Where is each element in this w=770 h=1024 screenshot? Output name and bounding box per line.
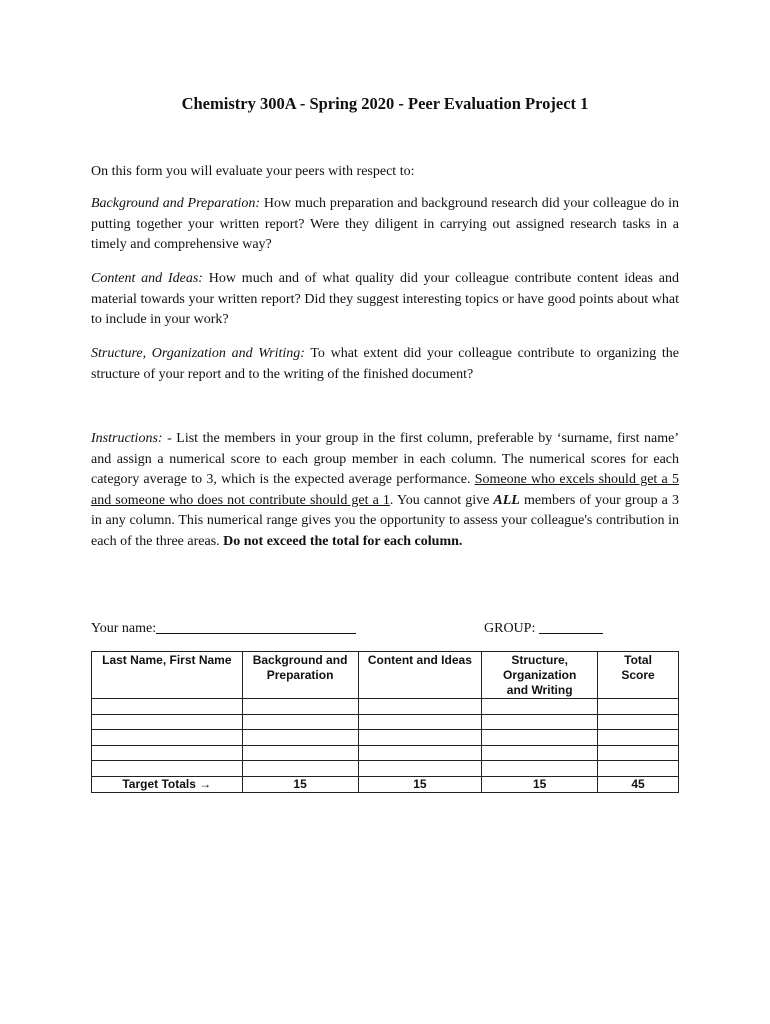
criterion-background — [91, 194, 679, 256]
header-total: Total Score — [598, 652, 679, 699]
criterion-text: To what extent did your colleague contribute to organizing the structure of your report and to the writing of the finished document? — [91, 346, 679, 382]
your-name-label: Your name: — [91, 621, 157, 636]
score-cell[interactable] — [482, 761, 598, 777]
score-cell[interactable] — [358, 714, 482, 730]
page-title: Chemistry 300A - Spring 2020 - Peer Evaluation Project 1 — [181, 94, 589, 113]
score-cell[interactable] — [358, 761, 482, 777]
instructions-text: . You cannot give — [389, 492, 494, 508]
target-total-value: 15 — [242, 776, 358, 792]
criterion-structure — [91, 344, 679, 385]
score-cell[interactable] — [242, 699, 358, 715]
criterion-content — [91, 269, 679, 331]
score-cell[interactable] — [92, 699, 243, 715]
score-cell[interactable] — [598, 761, 679, 777]
table-row — [92, 714, 679, 730]
header-name: Last Name, First Name — [92, 652, 243, 699]
table-header-row — [92, 652, 679, 699]
score-cell[interactable] — [598, 730, 679, 746]
criterion-heading: Background and Preparation: — [91, 196, 261, 211]
target-totals-row — [92, 776, 679, 792]
instructions-heading: Instructions: — [91, 431, 163, 446]
table-row — [92, 699, 679, 715]
target-total-value: 15 — [358, 776, 482, 792]
your-name-row — [91, 619, 356, 637]
score-cell[interactable] — [92, 761, 243, 777]
score-cell[interactable] — [598, 714, 679, 730]
header-structure: Structure, Organization and Writing — [482, 652, 598, 699]
group-row — [484, 619, 603, 637]
instructions-text: members of your group a 3 in any column. This numerical range gives you the opportunity to assess your colleague's contribution in each of the three areas. — [91, 492, 679, 549]
instructions-text: - List the members in your group in the first column, preferable by ‘surname, first name’ and assign a numerical score to each group member in each column. The numerical scores for each category average to 3, which is the expected average performance. — [91, 431, 679, 487]
score-cell[interactable] — [92, 730, 243, 746]
table-row — [92, 761, 679, 777]
group-label: GROUP: — [484, 621, 539, 636]
instructions-underlined: Someone who excels should get a 5 and someone who does not contribute should get a 1 — [91, 472, 679, 508]
score-cell[interactable] — [482, 745, 598, 761]
score-cell[interactable] — [242, 761, 358, 777]
score-cell[interactable] — [358, 699, 482, 715]
score-cell[interactable] — [358, 730, 482, 746]
score-cell[interactable] — [358, 745, 482, 761]
score-cell[interactable] — [482, 699, 598, 715]
header-background: Background and Preparation — [242, 652, 358, 699]
score-cell[interactable] — [482, 714, 598, 730]
score-cell[interactable] — [482, 730, 598, 746]
target-total-value: 45 — [598, 776, 679, 792]
target-totals-label: Target Totals → — [92, 776, 243, 792]
score-cell[interactable] — [242, 730, 358, 746]
score-table — [91, 651, 679, 793]
intro-text: On this form you will evaluate your peers with respect to: — [91, 164, 415, 179]
instructions-emphasis: ALL — [493, 492, 520, 508]
instructions-bold: Do not exceed the total for each column. — [223, 533, 463, 549]
instructions-paragraph — [91, 429, 679, 552]
group-field[interactable] — [539, 619, 603, 634]
your-name-field[interactable] — [156, 619, 356, 634]
header-content: Content and Ideas — [358, 652, 482, 699]
criterion-text: How much and of what quality did your colleague contribute content ideas and material towards your written report? Did they suggest interesting topics or have good points about what to include in your work? — [91, 271, 679, 327]
target-total-value: 15 — [482, 776, 598, 792]
score-cell[interactable] — [242, 745, 358, 761]
score-cell[interactable] — [598, 745, 679, 761]
score-cell[interactable] — [242, 714, 358, 730]
score-cell[interactable] — [598, 699, 679, 715]
table-row — [92, 730, 679, 746]
table-row — [92, 745, 679, 761]
criterion-text: How much preparation and background research did your colleague do in putting together your written report? Were they diligent in carrying out assigned research tasks in a timely and comprehensive way? — [91, 196, 680, 252]
criterion-heading: Content and Ideas: — [91, 271, 203, 286]
score-cell[interactable] — [92, 745, 243, 761]
score-cell[interactable] — [92, 714, 243, 730]
criterion-heading: Structure, Organization and Writing: — [91, 346, 305, 361]
